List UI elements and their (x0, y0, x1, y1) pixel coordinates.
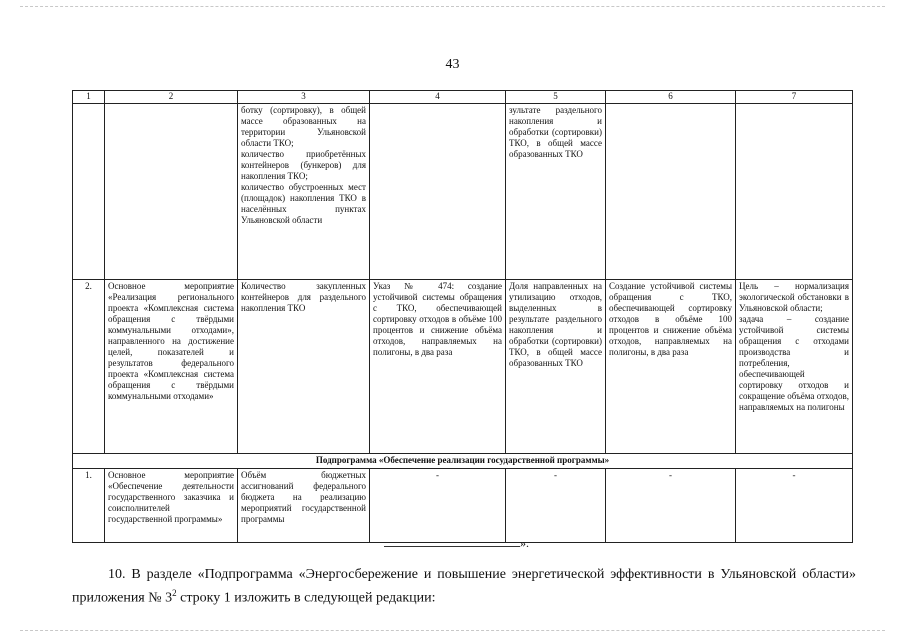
amendment-paragraph (72, 566, 856, 608)
cell-expected-result: Создание устойчивой системы обращения с ТКО, обеспечивающей сортировку отходов в объёме 100 процентов и снижение объёма отходов, направляемых на полигоны, в два раза (606, 280, 736, 454)
cell-target-indicator: - (506, 469, 606, 543)
closing-line (384, 536, 529, 551)
table-row (73, 469, 853, 543)
cell-target-indicator: Доля направленных на утилизацию отходов, выделенных в результате раздельного накопления и обработки (сортировки) ТКО, в общей массе образованных ТКО (506, 280, 606, 454)
cell-basis: - (370, 469, 506, 543)
cell-goal-task (736, 104, 853, 280)
column-number-4: 4 (370, 91, 506, 104)
column-number-5: 5 (506, 91, 606, 104)
cell-basis (370, 104, 506, 280)
cell-target-indicator: зультате раздельного накопления и обработки (сортировки) ТКО, в общей массе образованных ТКО (506, 104, 606, 280)
column-number-6: 6 (606, 91, 736, 104)
page-number: 43 (445, 57, 460, 72)
scan-edge-bottom (20, 630, 885, 631)
column-number-7: 7 (736, 91, 853, 104)
cell-basis: Указ № 474: создание устойчивой системы обращения с ТКО, обеспечивающей сортировку отходов в объёме 100 процентов и снижение объёма отходов, направляемых на полигоны, в два раза (370, 280, 506, 454)
cell-expected-result: - (606, 469, 736, 543)
amendment-text-after: строку 1 изложить в следующей редакции: (176, 590, 436, 606)
amendment-superscript: 2 (172, 588, 177, 598)
column-number-3: 3 (238, 91, 370, 104)
cell-measure (105, 104, 238, 280)
cell-measure: Основное мероприятие «Обеспечение деятельности государственного заказчика и соисполнителей государственной программы» (105, 469, 238, 543)
amendment-text-before: 10. В разделе «Подпрограмма «Энергосбережение и повышение энергетической эффективности в Ульяновской области» приложения № 3 (72, 567, 856, 606)
table-row (73, 280, 853, 454)
indicators-table (72, 90, 853, 543)
table-section-row (73, 454, 853, 469)
cell-measure: Основное мероприятие «Реализация регионального проекта «Комплексная система обращения с твёрдыми коммунальными отходами», направленного на достижение целей, показателей и результатов федерального проекта «Комплексная система обращения с твёрдыми коммунальными отходами» (105, 280, 238, 454)
subprogram-title: Подпрограмма «Обеспечение реализации государственной программы» (73, 454, 853, 469)
column-number-2: 2 (105, 91, 238, 104)
cell-goal-task: Цель – нормализация экологической обстановки в Ульяновской области; задача – создание устойчивой системы обращения с отходами производства и потребления, обеспечивающей сортировку отходов и сокращение объёма отходов, направляемых на полигоны (736, 280, 853, 454)
signature-rule (384, 536, 520, 547)
table-header-row (73, 91, 853, 104)
column-number-1: 1 (73, 91, 105, 104)
cell-index: 1. (73, 469, 105, 543)
cell-expected-result (606, 104, 736, 280)
scan-edge-top (20, 6, 885, 7)
cell-indicators: Объём бюджетных ассигнований федерального бюджета на реализацию мероприятий государственной программы (238, 469, 370, 543)
cell-index: 2. (73, 280, 105, 454)
cell-index (73, 104, 105, 280)
cell-indicators: Количество закупленных контейнеров для раздельного накопления ТКО (238, 280, 370, 454)
cell-indicators: ботку (сортировку), в общей массе образованных на территории Ульяновской области ТКО; количество приобретённых контейнеров (бункеров) для накопления ТКО; количество обустроенных мест (площадок) накопления ТКО в населённых пунктах Ульяновской области (238, 104, 370, 280)
closing-quote: ». (520, 536, 529, 550)
cell-goal-task: - (736, 469, 853, 543)
table-row-continued (73, 104, 853, 280)
